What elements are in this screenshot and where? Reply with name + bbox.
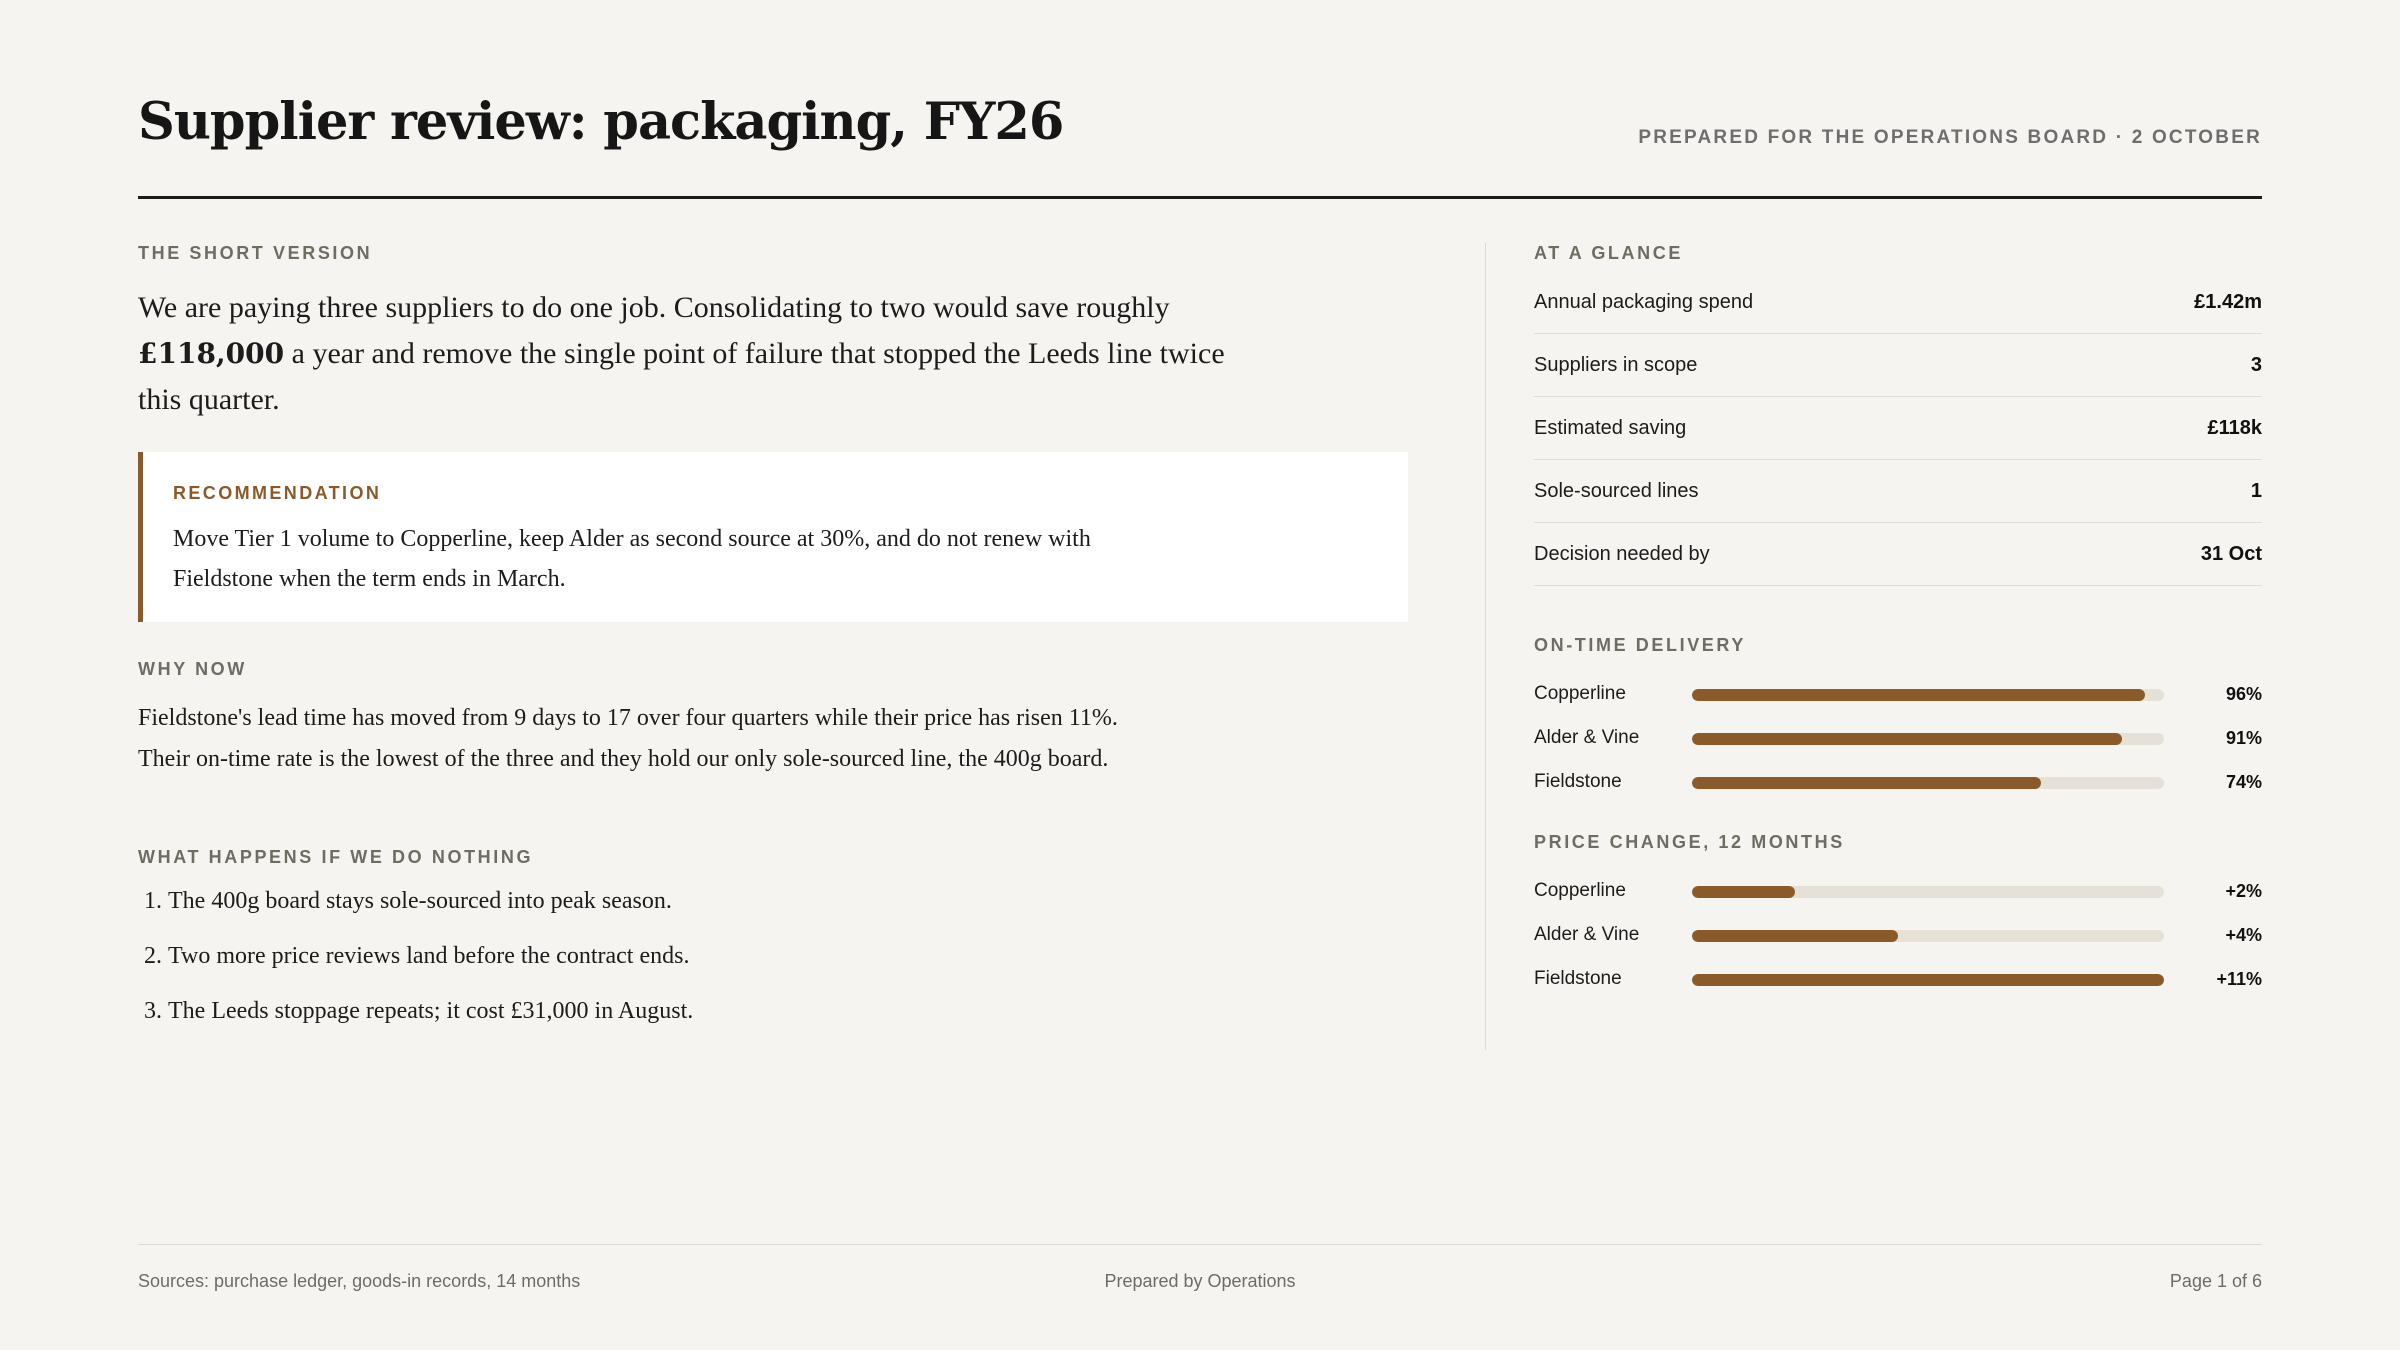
page-title: Supplier review: packaging, FY26	[138, 92, 1064, 152]
glance-value: 3	[2250, 354, 2262, 376]
bar-track	[1692, 886, 2164, 898]
recommendation-text: Move Tier 1 volume to Copperline, keep Alder as second source at 30%, and do not renew with Fieldstone when the term ends in March.	[173, 526, 1091, 592]
why-now-text: Fieldstone's lead time has moved from 9 days to 17 over four quarters while their price has risen 11%. Their on-time rate is the lowest of the three and they hold our only sole-sourced line, the 400g board.	[138, 705, 1118, 772]
glance-value: £1.42m	[2194, 291, 2262, 313]
supplier-name: Fieldstone	[1534, 968, 1622, 989]
do-nothing-label: WHAT HAPPENS IF WE DO NOTHING	[138, 847, 534, 867]
savings-highlight: £118,000	[138, 337, 285, 370]
bar-track	[1692, 689, 2164, 701]
main-column	[138, 243, 1408, 1024]
glance-row	[1534, 334, 2262, 397]
bar-fill	[1692, 777, 2041, 789]
recommendation-label: RECOMMENDATION	[173, 483, 382, 503]
bar-row	[1534, 869, 2262, 913]
glance-value: 31 Oct	[2200, 543, 2262, 565]
bar-track	[1692, 974, 2164, 986]
on-time-delivery-bars	[1534, 672, 2262, 804]
glance-key: Sole-sourced lines	[1534, 480, 1699, 502]
glance-value: £118k	[2207, 417, 2262, 439]
glance-row	[1534, 271, 2262, 334]
recommendation-callout	[138, 452, 1408, 622]
prepared-for-line: PREPARED FOR THE OPERATIONS BOARD · 2 OCTOBER	[1638, 127, 2262, 148]
price-change-label: PRICE CHANGE, 12 MONTHS	[1534, 832, 1845, 852]
list-item: 2. Two more price reviews land before the contract ends.	[168, 941, 693, 971]
column-divider	[1485, 243, 1486, 1050]
bar-value: +11%	[2216, 969, 2262, 989]
bar-value: +4%	[2225, 925, 2262, 945]
short-version-text-before: We are paying three suppliers to do one job. Consolidating to two would save roughly	[138, 291, 1170, 324]
bar-fill	[1692, 886, 1795, 898]
bar-track	[1692, 733, 2164, 745]
price-change-bars	[1534, 869, 2262, 1001]
bar-row	[1534, 760, 2262, 804]
glance-key: Annual packaging spend	[1534, 291, 1754, 313]
list-item: 1. The 400g board stays sole-sourced into peak season.	[168, 886, 693, 916]
glance-row	[1534, 397, 2262, 460]
bar-fill	[1692, 689, 2145, 701]
bar-row	[1534, 716, 2262, 760]
bar-track	[1692, 930, 2164, 942]
glance-key: Estimated saving	[1534, 417, 1687, 439]
supplier-name: Copperline	[1534, 880, 1626, 901]
list-item: 3. The Leeds stoppage repeats; it cost £31,000 in August.	[168, 996, 693, 1026]
bar-value: 91%	[2225, 728, 2262, 748]
bar-fill	[1692, 733, 2122, 745]
at-a-glance-label: AT A GLANCE	[1534, 243, 1683, 263]
supplier-name: Fieldstone	[1534, 771, 1622, 792]
supplier-name: Copperline	[1534, 683, 1626, 704]
page-footer	[138, 1244, 2262, 1305]
bar-row	[1534, 913, 2262, 957]
do-nothing-list	[138, 886, 693, 1051]
supplier-name: Alder & Vine	[1534, 727, 1640, 748]
glance-value: 1	[2250, 480, 2262, 502]
glance-key: Decision needed by	[1534, 543, 1710, 565]
bar-value: 74%	[2225, 772, 2262, 792]
glance-row	[1534, 523, 2262, 586]
short-version-text	[138, 285, 1268, 423]
supplier-name: Alder & Vine	[1534, 924, 1640, 945]
bar-fill	[1692, 974, 2164, 986]
glance-row	[1534, 460, 2262, 523]
bar-value: 96%	[2225, 684, 2262, 704]
report-page	[138, 0, 2262, 1350]
footer-prepared-by: Prepared by Operations	[1104, 1271, 1296, 1291]
bar-row	[1534, 957, 2262, 1001]
bar-row	[1534, 672, 2262, 716]
glance-key: Suppliers in scope	[1534, 354, 1698, 376]
report-header	[138, 86, 2262, 199]
footer-page-number: Page 1 of 6	[2169, 1271, 2262, 1291]
short-version-label: THE SHORT VERSION	[138, 243, 373, 263]
at-a-glance-list	[1534, 271, 2262, 586]
bar-track	[1692, 777, 2164, 789]
short-version-text-after: a year and remove the single point of failure that stopped the Leeds line twice this quarter.	[138, 337, 1225, 416]
footer-sources: Sources: purchase ledger, goods-in records, 14 months	[138, 1271, 581, 1291]
bar-fill	[1692, 930, 1898, 942]
why-now-label: WHY NOW	[138, 659, 247, 679]
on-time-delivery-label: ON-TIME DELIVERY	[1534, 635, 1746, 655]
bar-value: +2%	[2225, 881, 2262, 901]
